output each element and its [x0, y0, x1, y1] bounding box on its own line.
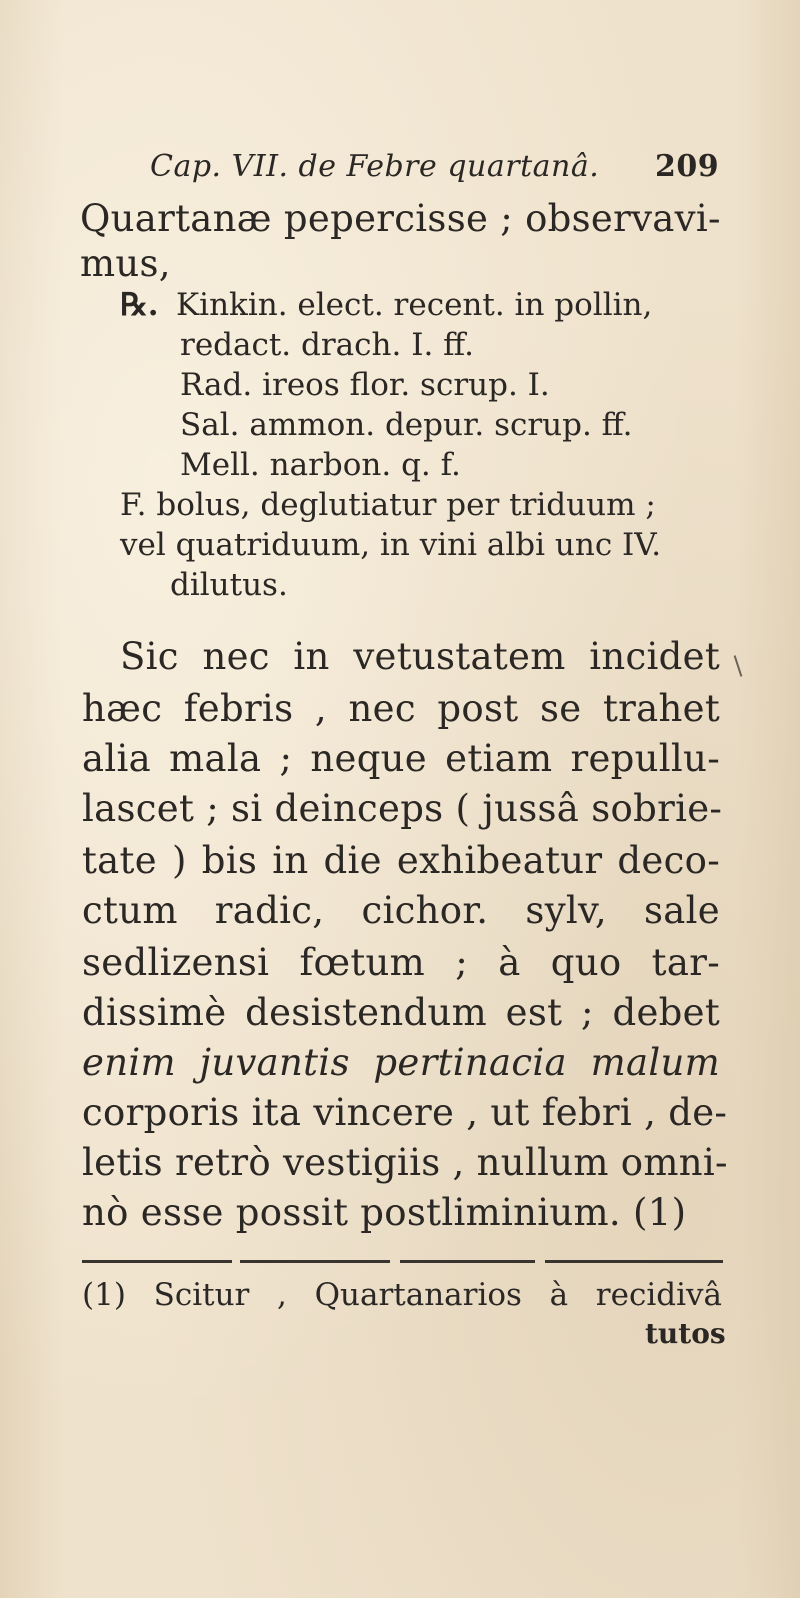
paragraph-line-4: lascet ; si deinceps ( jussâ sobrie- [82, 787, 723, 830]
recipe-line-8: dilutus. [170, 567, 288, 603]
paragraph-line-1: Sic nec in vetustatem incidet [120, 635, 720, 678]
recipe-line-4: Sal. ammon. depur. scrup. ff. [180, 407, 633, 443]
footnote-rule-4 [545, 1260, 723, 1263]
margin-stroke [734, 655, 743, 677]
paragraph-line-9: enim juvantis pertinacia malum [82, 1041, 720, 1084]
intro-line-2: mus, [80, 242, 171, 285]
catchword: tutos [645, 1317, 726, 1350]
running-title: Cap. VII. de Febre quartanâ. [150, 149, 600, 184]
page-number: 209 [655, 149, 720, 184]
recipe-line-1: Kinkin. elect. recent. in pollin, [176, 287, 653, 323]
paragraph-line-12: nò esse possit postliminium. (1) [82, 1191, 687, 1234]
paragraph-line-3: alia mala ; neque etiam repullu- [82, 737, 720, 780]
paragraph-line-5: tate ) bis in die exhibeatur deco- [82, 839, 720, 882]
paragraph-line-7: sedlizensi fœtum ; à quo tar- [82, 941, 720, 984]
footnote-rule-1 [82, 1260, 232, 1263]
paragraph-line-10: corporis ita vincere , ut febri , de- [82, 1091, 728, 1134]
paragraph-line-8: dissimè desistendum est ; debet [82, 991, 720, 1034]
footnote-rule-2 [240, 1260, 390, 1263]
recipe-line-6: F. bolus, deglutiatur per triduum ; [120, 487, 656, 523]
footnote-rule-3 [400, 1260, 535, 1263]
recipe-line-5: Mell. narbon. q. f. [180, 447, 461, 483]
intro-line-1: Quartanæ pepercisse ; observavi- [80, 197, 721, 240]
paragraph-line-2: hæc febris , nec post se trahet [82, 687, 720, 730]
paragraph-line-6: ctum radic, cichor. sylv, sale [82, 889, 720, 932]
recipe-symbol: ℞. [120, 287, 159, 323]
recipe-line-7: vel quatriduum, in vini albi unc IV. [120, 527, 662, 563]
recipe-line-3: Rad. ireos flor. scrup. I. [180, 367, 550, 403]
footnote-line: (1) Scitur , Quartanarios à recidivâ [82, 1277, 722, 1313]
recipe-line-2: redact. drach. I. ff. [180, 327, 474, 363]
paragraph-line-11: letis retrò vestigiis , nullum omni- [82, 1141, 728, 1184]
